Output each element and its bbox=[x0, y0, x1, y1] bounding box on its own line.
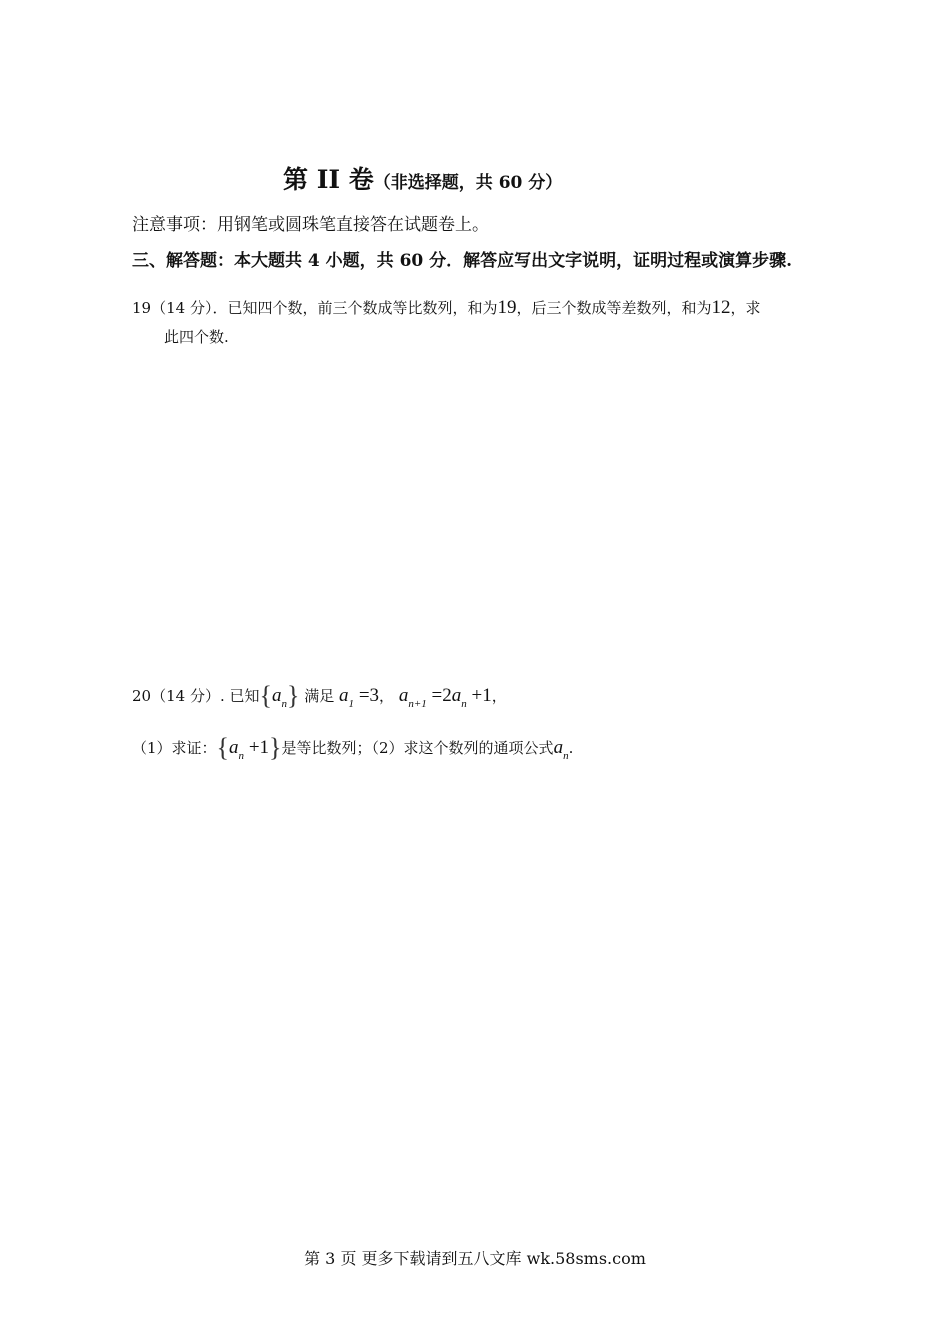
question-20-line1 bbox=[132, 678, 507, 708]
q20-period: . bbox=[568, 739, 574, 757]
eq2-end: +1 bbox=[471, 685, 492, 706]
eq1-sub: 1 bbox=[348, 698, 355, 710]
question-19-line2: 此四个数. bbox=[164, 328, 229, 346]
eq2-a: a bbox=[398, 685, 409, 706]
bseq-end: +1 bbox=[248, 737, 270, 758]
question-19-line1 bbox=[132, 297, 760, 319]
eq2-sub: n+1 bbox=[408, 698, 427, 710]
q19-text3: ，求 bbox=[730, 299, 761, 317]
q20-part1: （1）求证： bbox=[132, 739, 217, 757]
an-a: a bbox=[553, 737, 564, 758]
question-20-line2 bbox=[132, 730, 573, 760]
eq2-a2: a bbox=[451, 685, 462, 706]
q19-text1: 19（14 分）．已知四个数，前三个数成等比数列，和为 bbox=[132, 299, 498, 317]
eq1-a: a bbox=[339, 685, 349, 706]
seq-a: a bbox=[271, 685, 282, 706]
q20-part2: 是等比数列；（2）求这个数列的通项公式 bbox=[281, 739, 554, 757]
right-brace-icon: } bbox=[269, 733, 282, 762]
right-brace-icon: } bbox=[286, 681, 300, 710]
q20-text1: 20（14 分）. 已知 bbox=[132, 687, 260, 705]
bseq-a: a bbox=[229, 737, 239, 758]
left-brace-icon: { bbox=[259, 681, 272, 710]
seq-sub: n bbox=[281, 698, 287, 710]
page-footer: 第 3 页 更多下载请到五八文库 wk.58sms.com bbox=[304, 1249, 646, 1268]
eq2-sub2: n bbox=[461, 698, 467, 710]
comma-2: ， bbox=[491, 687, 507, 705]
section-title bbox=[283, 160, 562, 196]
q19-number-12: 12 bbox=[711, 297, 731, 318]
eq2-mid: =2 bbox=[431, 685, 452, 706]
an-sub: n bbox=[563, 750, 569, 762]
title-sub: （非选择题，共 60 分） bbox=[373, 173, 563, 193]
q19-number-19: 19 bbox=[497, 297, 517, 318]
notice-text: 注意事项：用钢笔或圆珠笔直接答在试题卷上。 bbox=[132, 215, 489, 235]
q20-text2: 满足 bbox=[304, 687, 335, 705]
title-main: 第 II 卷 bbox=[283, 165, 374, 194]
q19-text2: ，后三个数成等差数列，和为 bbox=[516, 299, 712, 317]
comma-1: ， bbox=[379, 687, 395, 705]
left-brace-icon: { bbox=[216, 733, 230, 762]
eq1-rest: =3 bbox=[358, 685, 380, 706]
section-heading: 三、解答题：本大题共 4 小题，共 60 分．解答应写出文字说明，证明过程或演算步骤. bbox=[132, 251, 793, 271]
bseq-sub: n bbox=[238, 750, 245, 762]
